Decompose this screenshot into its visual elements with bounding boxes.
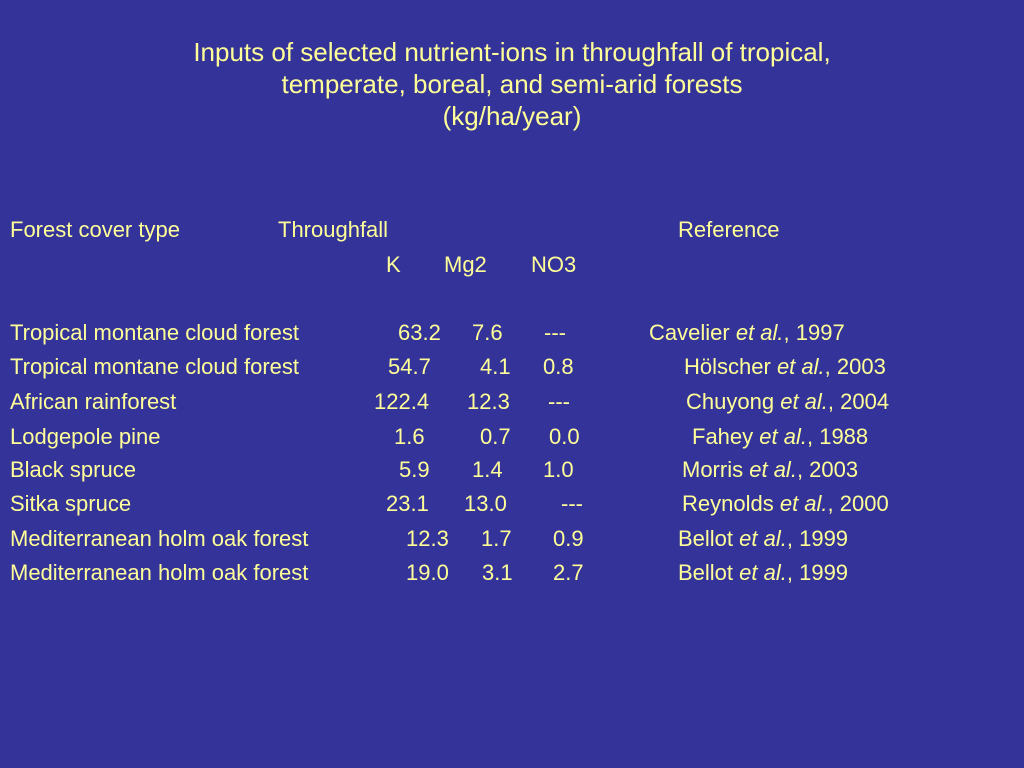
reference-author: Hölscher: [684, 354, 771, 379]
mg2-value: 0.7: [480, 424, 511, 449]
reference: [678, 560, 848, 586]
no3-value: 2.7: [553, 560, 584, 585]
mg2-value: 1.7: [481, 526, 512, 551]
reference-etal: et al.: [735, 320, 784, 345]
no3-value: ---: [561, 491, 583, 516]
no3-value: ---: [544, 320, 566, 345]
header-no3: NO3: [531, 252, 577, 277]
reference-year: , 1988: [806, 424, 869, 449]
k-value: 63.2: [398, 320, 441, 345]
reference-year: , 1997: [783, 320, 845, 345]
reference-etal: et al.: [780, 389, 828, 414]
reference-author: Cavelier: [649, 320, 730, 345]
k-value: 23.1: [386, 491, 429, 516]
reference-etal: et al.: [739, 526, 787, 551]
reference-author: Bellot: [678, 560, 734, 585]
reference-etal: et al.: [779, 491, 828, 516]
k-value: 54.7: [388, 354, 431, 379]
header-k: K: [386, 252, 401, 277]
forest-type: Lodgepole pine: [10, 424, 161, 449]
reference-etal: et al.: [749, 457, 797, 482]
k-value: 12.3: [406, 526, 449, 551]
reference: [649, 320, 845, 346]
reference-year: , 2003: [796, 457, 859, 482]
header-throughfall: Throughfall: [278, 217, 389, 242]
reference-year: , 2003: [824, 354, 886, 379]
reference-author: Reynolds: [682, 491, 774, 516]
no3-value: 1.0: [543, 457, 574, 482]
k-value: 1.6: [394, 424, 425, 449]
k-value: 5.9: [399, 457, 430, 482]
no3-value: 0.8: [543, 354, 574, 379]
header-forest-cover-type: Forest cover type: [10, 217, 180, 242]
forest-type: Tropical montane cloud forest: [10, 320, 299, 345]
header-mg2: Mg2: [444, 252, 487, 277]
reference-year: , 1999: [786, 560, 849, 585]
reference-author: Fahey: [692, 424, 754, 449]
reference: [686, 389, 889, 415]
reference: [678, 526, 848, 552]
mg2-value: 7.6: [472, 320, 503, 345]
no3-value: 0.0: [549, 424, 580, 449]
forest-type: Black spruce: [10, 457, 136, 482]
mg2-value: 1.4: [472, 457, 503, 482]
title-line-1: Inputs of selected nutrient-ions in throughfall of tropical,: [193, 37, 831, 67]
reference-author: Morris: [682, 457, 744, 482]
reference-author: Bellot: [678, 526, 734, 551]
forest-type: African rainforest: [10, 389, 177, 414]
mg2-value: 3.1: [482, 560, 513, 585]
reference-etal: et al.: [776, 354, 825, 379]
mg2-value: 13.0: [464, 491, 507, 516]
reference-author: Chuyong: [686, 389, 775, 414]
title-line-2: temperate, boreal, and semi-arid forests: [281, 69, 743, 99]
mg2-value: 4.1: [480, 354, 511, 379]
forest-type: Sitka spruce: [10, 491, 132, 516]
reference: [684, 354, 886, 380]
slide-title: [0, 36, 1024, 132]
header-reference: Reference: [678, 217, 780, 242]
reference: [682, 457, 858, 483]
reference: [692, 424, 868, 450]
forest-type: Mediterranean holm oak forest: [10, 560, 309, 585]
reference-year: , 2004: [827, 389, 890, 414]
reference-year: , 1999: [786, 526, 849, 551]
reference-etal: et al.: [759, 424, 807, 449]
reference-year: , 2000: [827, 491, 889, 516]
forest-type: Mediterranean holm oak forest: [10, 526, 309, 551]
reference-etal: et al.: [739, 560, 787, 585]
title-line-3: (kg/ha/year): [442, 101, 582, 131]
reference: [682, 491, 889, 517]
k-value: 19.0: [406, 560, 449, 585]
no3-value: 0.9: [553, 526, 584, 551]
no3-value: ---: [548, 389, 570, 414]
k-value: 122.4: [374, 389, 430, 414]
mg2-value: 12.3: [467, 389, 510, 414]
forest-type: Tropical montane cloud forest: [10, 354, 299, 379]
